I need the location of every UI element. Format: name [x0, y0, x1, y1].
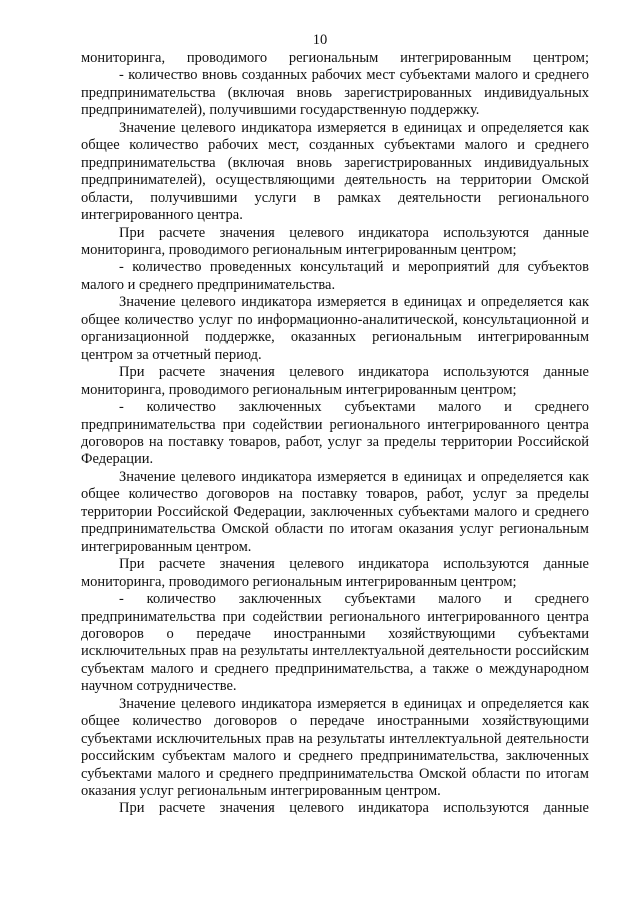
page-number: 10	[312, 32, 328, 48]
paragraph: - количество вновь созданных рабочих мест субъектами малого и среднего предпринимательства (включая вновь зарегистрированных индивидуальных предпринимателей), получившими государственную поддержку.	[81, 67, 589, 119]
paragraph: При расчете значения целевого индикатора используются данные мониторинга, проводимого региональным интегрированным центром;	[81, 364, 589, 398]
paragraph: - количество проведенных консультаций и мероприятий для субъектов малого и среднего предпринимательства.	[81, 259, 589, 293]
paragraph: Значение целевого индикатора измеряется в единицах и определяется как общее количество договоров о передаче иностранными хозяйствующими субъектами исключительных прав на результаты интеллектуальной деятельности российским субъектам малого и среднего предпринимательства, заключенных субъектами малого и среднего предпринимательства Омской области по итогам оказания услуг региональным интегрированным центром.	[81, 695, 589, 800]
paragraph: Значение целевого индикатора измеряется в единицах и определяется как общее количество рабочих мест, созданных субъектами малого и среднего предпринимательства (включая вновь зарегистрированных индивидуальных предпринимателей), осуществляющими деятельность на территории Омской области, получившими услуги в рамках деятельности регионального интегрированного центра.	[81, 119, 589, 224]
paragraph: При расчете значения целевого индикатора используются данные мониторинга, проводимого региональным интегрированным центром;	[81, 556, 589, 590]
paragraph: Значение целевого индикатора измеряется в единицах и определяется как общее количество услуг по информационно-аналитической, консультационной и организационной поддержке, оказанных региональным интегрированным центром за отчетный период.	[81, 294, 589, 363]
paragraph: При расчете значения целевого индикатора используются данные мониторинга, проводимого региональным интегрированным центром;	[81, 224, 589, 258]
document-body	[81, 50, 589, 818]
paragraph: - количество заключенных субъектами малого и среднего предпринимательства при содействии регионального интегрированного центра договоров на поставку товаров, работ, услуг за пределы территории Российской Федерации.	[81, 399, 589, 468]
paragraph: При расчете значения целевого индикатора используются данные	[119, 800, 589, 817]
paragraph: Значение целевого индикатора измеряется в единицах и определяется как общее количество договоров на поставку товаров, работ, услуг за пределы территории Российской Федерации, заключенных субъектами малого и среднего предпринимательства Омской области по итогам оказания услуг региональным интегрированным центром.	[81, 468, 589, 555]
paragraph: - количество заключенных субъектами малого и среднего предпринимательства при содействии регионального интегрированного центра договоров о передаче иностранными хозяйствующими субъектами исключительных прав на результаты интеллектуальной деятельности российским субъектам малого и среднего предпринимательства, а также о международном научном сотрудничестве.	[81, 591, 589, 695]
paragraph: мониторинга, проводимого региональным интегрированным центром;	[81, 50, 589, 66]
